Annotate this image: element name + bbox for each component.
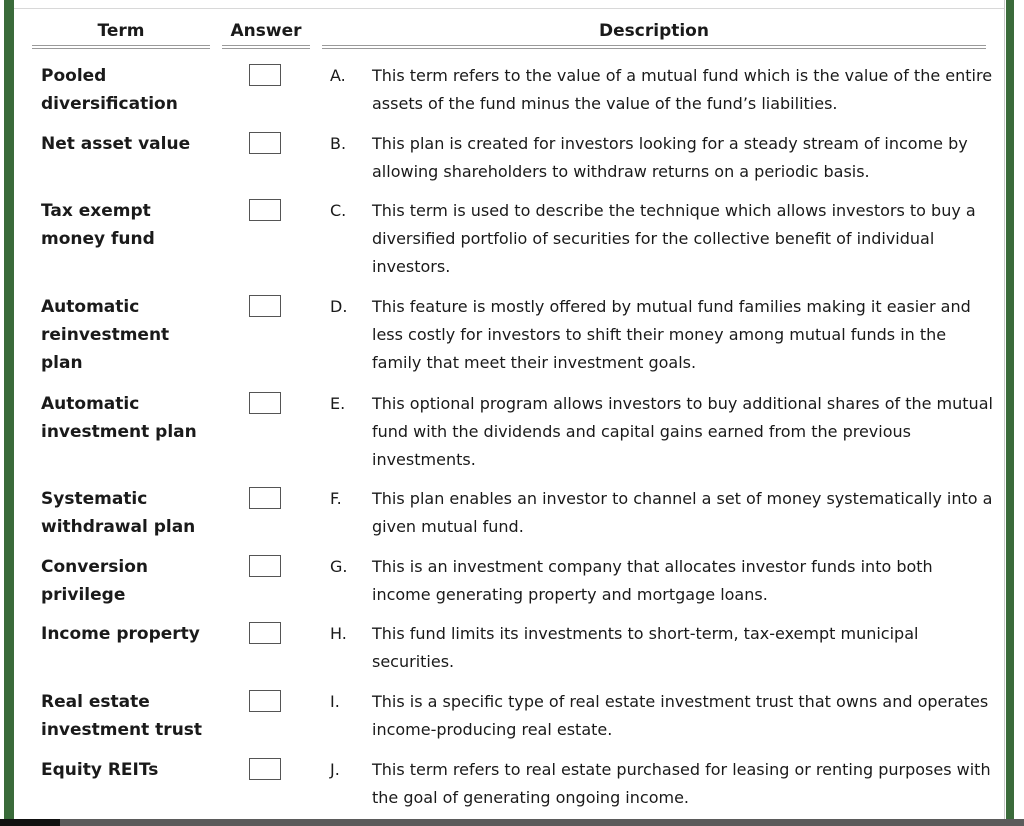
description-letter: B. — [330, 134, 347, 153]
description-letter: H. — [330, 624, 347, 643]
answer-input[interactable] — [249, 622, 281, 644]
description-text: This is a specific type of real estate investment trust that owns and operates income-producing real estate. — [372, 692, 989, 739]
description-text: This term refers to real estate purchased for leasing or renting purposes with the goal of generating ongoing income. — [372, 760, 991, 807]
term-label: Automatic investment plan — [41, 394, 197, 442]
left-frame-border — [0, 0, 16, 826]
term-label: Pooled diversification — [41, 66, 178, 114]
answer-input[interactable] — [249, 295, 281, 317]
term-label: Systematic withdrawal plan — [41, 489, 196, 537]
answer-input[interactable] — [249, 758, 281, 780]
description-text: This optional program allows investors to buy additional shares of the mutual fund with the dividends and capital gains earned from the previous investments. — [372, 394, 993, 469]
term-label: Net asset value — [41, 134, 191, 154]
description-column-header: Description — [599, 21, 709, 41]
description-header-rule — [322, 45, 986, 49]
description-text: This term is used to describe the technique which allows investors to buy a diversified portfolio of securities for the collective benefit of individual investors. — [372, 201, 976, 276]
term-label: Real estate investment trust — [41, 692, 203, 740]
description-text: This term refers to the value of a mutual fund which is the value of the entire assets of the fund minus the value of the fund’s liabilities. — [372, 66, 993, 113]
answer-input[interactable] — [249, 392, 281, 414]
description-text: This feature is mostly offered by mutual fund families making it easier and less costly for investors to shift their money among mutual funds in the family that meet their investment goals. — [372, 297, 971, 372]
description-letter: C. — [330, 201, 347, 220]
term-label: Income property — [41, 624, 200, 644]
answer-input[interactable] — [249, 132, 281, 154]
description-text: This fund limits its investments to short-term, tax-exempt municipal securities. — [372, 624, 919, 671]
right-frame-border — [1004, 0, 1024, 826]
description-letter: I. — [330, 692, 340, 711]
term-label: Tax exempt money fund — [41, 201, 155, 249]
description-text: This is an investment company that allocates investor funds into both income generating property and mortgage loans. — [372, 557, 933, 604]
term-column-header: Term — [97, 21, 145, 41]
description-letter: A. — [330, 66, 346, 85]
top-divider — [14, 8, 1004, 9]
bottom-scrollbar-thumb[interactable] — [0, 819, 60, 826]
term-label: Conversion privilege — [41, 557, 148, 605]
description-letter: G. — [330, 557, 348, 576]
description-letter: F. — [330, 489, 342, 508]
answer-input[interactable] — [249, 487, 281, 509]
answer-input[interactable] — [249, 64, 281, 86]
term-header-rule — [32, 45, 210, 49]
answer-input[interactable] — [249, 555, 281, 577]
description-text: This plan is created for investors looking for a steady stream of income by allowing shareholders to withdraw returns on a periodic basis. — [372, 134, 968, 181]
description-letter: J. — [330, 760, 340, 779]
answer-input[interactable] — [249, 690, 281, 712]
answer-input[interactable] — [249, 199, 281, 221]
description-letter: E. — [330, 394, 346, 413]
answer-header-rule — [222, 45, 310, 49]
term-label: Automatic reinvestment plan — [41, 297, 170, 373]
bottom-scrollbar-track — [0, 819, 1024, 826]
answer-column-header: Answer — [230, 21, 302, 41]
description-letter: D. — [330, 297, 348, 316]
description-text: This plan enables an investor to channel a set of money systematically into a given mutual fund. — [372, 489, 993, 536]
term-label: Equity REITs — [41, 760, 159, 780]
